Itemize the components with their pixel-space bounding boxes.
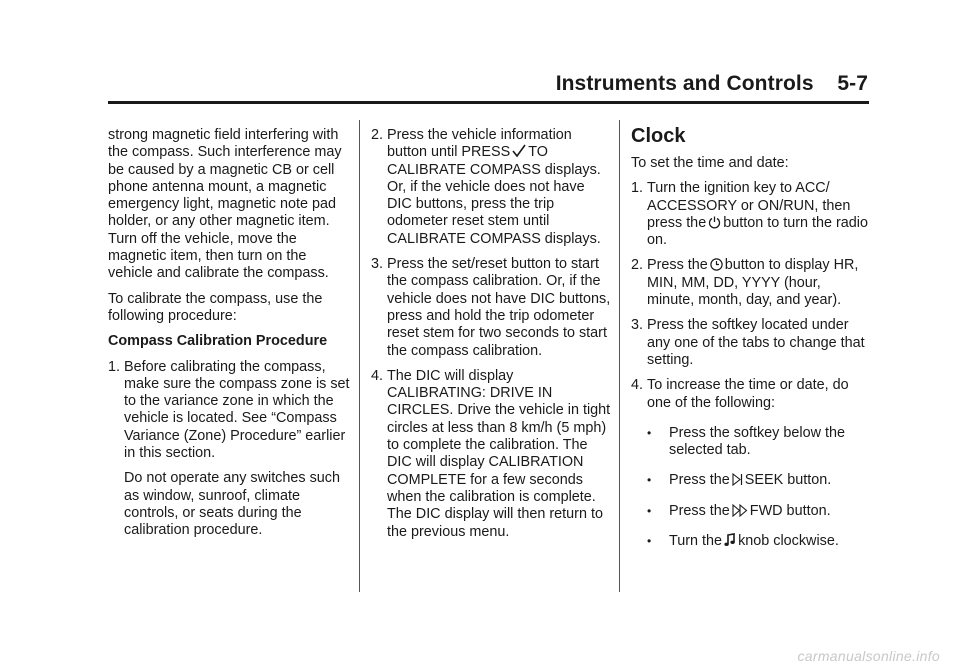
section-heading: Clock — [631, 125, 686, 147]
bullet-marker: • — [647, 534, 652, 549]
column-2 — [371, 127, 611, 549]
bullet-item — [647, 472, 871, 489]
step-text: Press the softkey located under any one of the tabs to change that setting. — [647, 317, 865, 368]
step-number: 1. — [631, 180, 644, 197]
bullet-text-part: FWD button. — [749, 502, 831, 519]
list-item — [631, 180, 871, 249]
list-item — [631, 257, 871, 309]
bullet-text-part: SEEK button. — [744, 472, 832, 489]
bullet-item — [647, 503, 871, 520]
column-3 — [631, 127, 871, 563]
step-text-part: TO CALIBRATE COMPASS displays. Or, if the vehicle does not have DIC buttons, press the trip odometer reset stem until CALIBRATE COMPASS displays. — [387, 144, 601, 247]
bullet-marker: • — [647, 425, 652, 440]
paragraph: strong magnetic field interfering with the compass. Such interference may be caused by a magnetic CB or cell phone antenna mount, a magnetic emergency light, magnetic note pad holder, or any other magnetic item. Turn off the vehicle, move the magnetic item, then turn on the vehicle and calibrate the compass. — [108, 127, 342, 282]
bullet-item — [647, 533, 871, 550]
step-text-part: Press the — [647, 257, 708, 274]
bullet-text: Press the softkey below the selected tab. — [669, 424, 845, 459]
bullet-marker: • — [647, 503, 652, 518]
step-text-part: Turn the ignition key to ACC/ ACCESSORY or ON/RUN, then press the — [647, 180, 851, 231]
step-number: 2. — [631, 257, 644, 274]
step-text — [387, 127, 611, 248]
step-text: To increase the time or date, do one of the following: — [647, 377, 849, 411]
clock-icon — [710, 258, 723, 271]
step-number: 3. — [371, 256, 384, 273]
checkmark-icon — [512, 144, 526, 158]
paragraph: To set the time and date: — [631, 155, 789, 171]
column-divider — [619, 120, 620, 592]
seek-next-icon — [732, 473, 743, 486]
step-number: 4. — [371, 367, 384, 384]
bullet-text-part: Press the — [669, 472, 730, 489]
step-text: Press the set/reset button to start the compass calibration. Or, if the vehicle does not have DIC buttons, press and hold the trip odometer reset stem for two seconds to start the compass calibration. — [387, 256, 611, 359]
bullet-marker: • — [647, 473, 652, 488]
tune-knob-icon — [724, 533, 736, 547]
bullet-text-part: Turn the — [669, 533, 723, 550]
bullet-text — [669, 472, 871, 489]
power-icon — [708, 216, 721, 229]
header-rule — [108, 101, 869, 104]
step-note: Do not operate any switches such as window, sunroof, climate controls, or seats during the calibration procedure. — [124, 470, 340, 539]
step-number: 3. — [631, 317, 644, 334]
step-text-part: button to turn the radio on. — [647, 214, 869, 249]
bullet-text — [669, 503, 871, 520]
page-title: Instruments and Controls 5-7 — [555, 72, 868, 95]
list-item — [108, 359, 352, 463]
column-1 — [108, 127, 352, 548]
list-item — [631, 317, 871, 369]
list-item — [371, 256, 611, 360]
bullet-text — [669, 533, 871, 550]
list-item — [371, 127, 611, 248]
column-divider — [359, 120, 360, 592]
step-text — [647, 180, 871, 249]
step-text-part: button to display HR, MIN, MM, DD, YYYY (hour, minute, month, day, and year). — [647, 257, 859, 309]
step-number: 2. — [371, 127, 384, 143]
step-text-part: Press the vehicle information button until PRESS — [387, 127, 572, 161]
step-number: 4. — [631, 377, 644, 394]
step-number: 1. — [108, 358, 121, 375]
step-text: Before calibrating the compass, make sure the compass zone is set to the variance zone in which the vehicle is located. See “Compass Variance (Zone) Procedure” earlier in this section. — [124, 358, 350, 462]
fast-forward-icon — [732, 504, 748, 517]
watermark: carmanualsonline.info — [797, 648, 940, 664]
list-item — [371, 368, 611, 541]
bullet-text-part: knob clockwise. — [738, 533, 839, 550]
page-header — [108, 72, 868, 102]
step-text — [647, 257, 871, 309]
paragraph: To calibrate the compass, use the following procedure: — [108, 290, 323, 324]
step-text: The DIC will display CALIBRATING: DRIVE IN CIRCLES. Drive the vehicle in tight circles at less than 8 km/h (5 mph) to complete the calibration. The DIC will display CALIBRATION COMPLETE for a few seconds when the calibration is complete. The DIC display will then return to the previous menu. — [387, 367, 611, 540]
list-item — [631, 377, 871, 412]
bullet-item — [647, 425, 871, 460]
bullet-text-part: Press the — [669, 502, 730, 519]
procedure-heading: Compass Calibration Procedure — [108, 333, 328, 350]
